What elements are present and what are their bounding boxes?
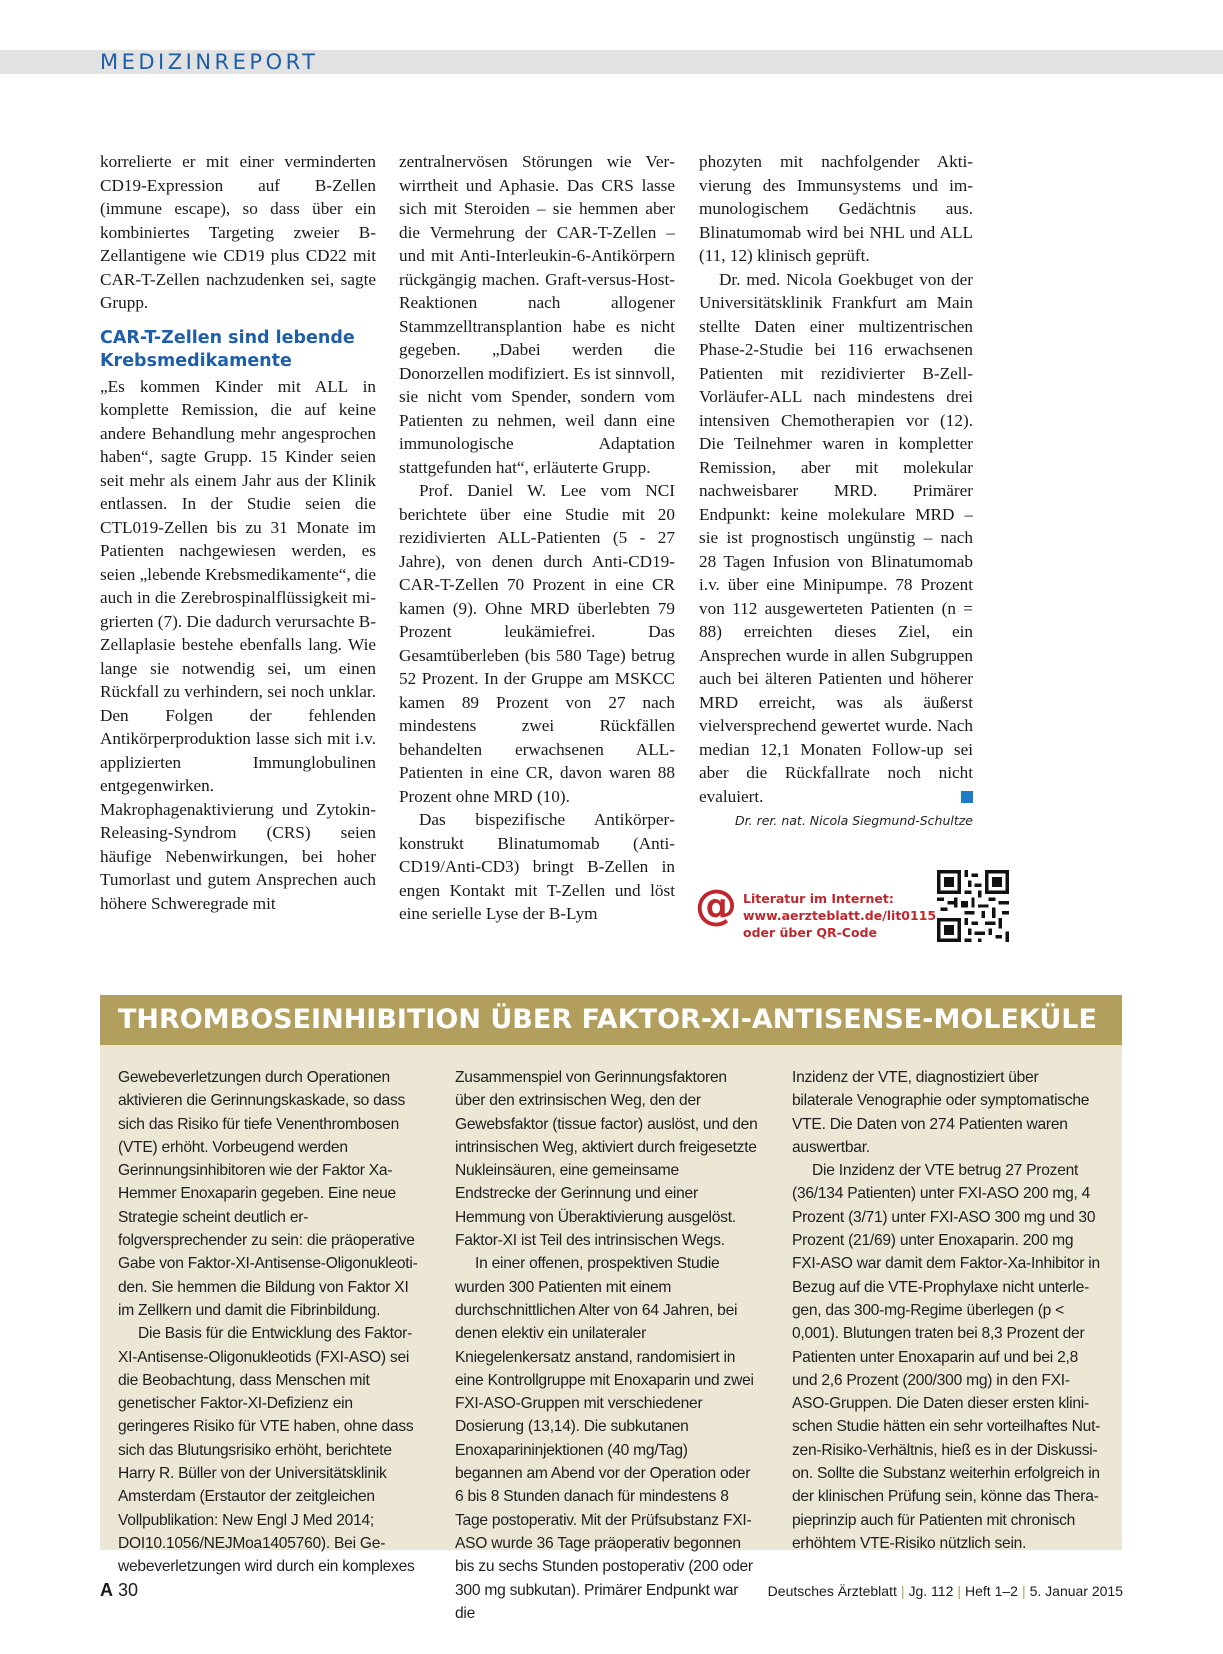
paragraph: Die Basis für die Entwicklung des Faktor-XI-Antisense-Oligonukleotids (FXI-ASO) sei die Beobachtung, dass Menschen mit genetischer Faktor-XI-Defizienz ein geringeres Risiko für VTE haben, ohne dass sich das Blutungsrisiko erhöht, berichtete Harry R. Büller von der Universitätsklinik Amsterdam (Erstautor der zeitgleichen Vollpublikation: New Engl J Med 2014; DOI10.1056/NEJMoa1405760). Bei Gewebeverletzungen wird durch ein komplexes: [118, 1325, 415, 1576]
paragraph: Das bispezifische Antikörperkonstrukt Blinatumomab (Anti-CD19/Anti-CD3) bringt B-Zellen in engen Kontakt mit T-Zellen und löst eine serielle Lyse der B-Lym: [399, 810, 675, 923]
paragraph: „Es kommen Kinder mit ALL in komplette Remission, die auf keine andere Behandlung mehr angesprochen haben“, sagte Grupp. 15 Kinder seien seit mehr als einem Jahr aus der Klinik entlassen. In der Studie seien die CTL019-Zellen bis zu 31 Monate im Patienten nachgewiesen werden, es seien „lebende Krebsmedikamente“, die auch in die Zerebrospinalflüssigkeit migrierten (7). Die dadurch verursachte B-Zellaplasie bestehe ebenfalls lang. Wie lange sie notwendig sei, um einen Rückfall zu verhindern, sei noch unklar. Den Folgen der fehlenden Antikörperproduktion lasse sich mit i.v. applizierten Immunglobulinen entgegenwirken. Makrophagenaktivierung und Zytokin-Releasing-Syndrom (CRS) seien häufige Nebenwirkungen, bei hoher Tumorlast und gutem Ansprechen auch höhere Schweregrade mit: [100, 376, 376, 913]
box-column-1: [118, 1066, 421, 1579]
box-column-3: [792, 1066, 1102, 1555]
literature-link[interactable]: www.aerzteblatt.de/lit0115: [743, 908, 937, 923]
paragraph: korrelierte er mit einer verminderten CD19-Expression auf B-Zellen (immune escape), so dass über ein kombiniertes Targeting zweier B-Zellantigene wie CD19 plus CD22 mit CAR-T-Zellen nachzudenken sei, sagte Grupp.: [100, 152, 376, 312]
qr-code-icon[interactable]: [937, 870, 1009, 942]
literature-box: [695, 870, 1015, 945]
article-column-1: [100, 150, 376, 915]
subheading: CAR-T-Zellen sind lebende Krebsmedikamente: [100, 327, 355, 371]
paragraph: Die Inzidenz der VTE betrug 27 Prozent (36/134 Patienten) unter FXI-ASO 200 mg, 4 Prozent (3/71) unter FXI-ASO 300 mg und 30 Prozent (21/69) unter Enoxaparin. 200 mg FXI-ASO war damit dem Faktor-Xa-Inhibitor in Bezug auf die VTE-Prophylaxe nicht unterlegen, das 300-mg-Regime überlegen (p < 0,001). Blutungen traten bei 8,3 Prozent der Patienten unter Enoxaparin auf und bei 2,8 und 2,6 Prozent (200/300 mg) in den FXI-ASO-Gruppen. Die Daten dieser ersten klinischen Studie hätten ein sehr vorteilhaftes Nutzen-Risiko-Verhältnis, hieß es in der Diskussion. Sollte die Substanz weiterhin erfolgreich in der klinischen Prüfung sein, könne das Therapieprinzip auch für Patienten mit chronisch erhöhtem VTE-Risiko nützlich sein.: [792, 1162, 1101, 1552]
page-number: [100, 1580, 138, 1601]
issue: Heft 1–2: [965, 1583, 1018, 1599]
end-mark-icon: [961, 791, 973, 803]
section-label: MEDIZINREPORT: [100, 50, 319, 74]
literature-label: Literatur im Internet:: [743, 891, 894, 906]
journal-name: Deutsches Ärzteblatt: [767, 1583, 897, 1599]
page-number-value: 30: [118, 1580, 139, 1600]
literature-text: [743, 890, 936, 941]
box-column-2: [455, 1066, 758, 1625]
article-column-3: [699, 150, 973, 832]
paragraph: zentralnervösen Störungen wie Verwirrtheit und Aphasie. Das CRS lasse sich mit Steroiden – sie hemmen aber die Vermehrung der CAR-T-Zellen – und mit Anti-Interleukin-6-Antikörpern rückgängig machen. Graft-versus-Host-Reaktionen nach allogener Stammzelltransplantion habe es nicht gegeben. „Dabei werden die Donorzellen modifiziert. Es ist sinnvoll, sie nicht vom Spender, sondern vom Patienten zu nehmen, weil dann eine immunologische Adaptation stattgefunden hat“, erläuterte Grupp.: [399, 152, 675, 477]
paragraph: Zusammenspiel von Gerinnungsfaktoren über den extrinsischen Weg, den der Gewebsfaktor (tissue factor) auslöst, und den intrinsischen Weg, aktiviert durch freigesetzte Nukleinsäuren, eine gemeinsame Endstrecke der Gerinnung und einer Hemmung von Überaktivierung ausgelöst. Faktor-XI ist Teil des intrinsischen Wegs.: [455, 1069, 758, 1250]
article-column-2: [399, 150, 675, 926]
issue-date: 5. Januar 2015: [1029, 1583, 1123, 1599]
paragraph-final: [699, 268, 973, 809]
volume: Jg. 112: [908, 1583, 954, 1599]
separator: |: [900, 1583, 905, 1599]
paragraph: In einer offenen, prospektiven Studie wurden 300 Patienten mit einem durchschnittlichen Alter von 64 Jahren, bei denen elektiv ein unilateraler Kniegelenkersatz anstand, randomisiert in eine Kontrollgruppe mit Enoxaparin und zwei FXI-ASO-Gruppen mit verschiedener Dosierung (13,14). Die subkutanen Enoxaparininjektionen (40 mg/Tag) begannen am Abend vor der Operation oder 6 bis 8 Stunden danach für mindestens 8 Tage postoperativ. Mit der Prüfsubstanz FXI-ASO wurde 36 Tage präoperativ begonnen bis zu sechs Stunden postoperativ (200 oder 300 mg subkutan). Primärer Endpunkt war die: [455, 1255, 754, 1622]
at-sign-icon: @: [695, 880, 737, 929]
publication-info: [768, 1583, 1123, 1599]
separator: |: [1021, 1583, 1026, 1599]
paragraph: Gewebeverletzungen durch Operationen aktivieren die Gerinnungskaskade, so dass sich das Risiko für tiefe Venenthrombosen (VTE) erhöht. Vorbeugend werden Gerinnungsinhibitoren wie der Faktor Xa-Hemmer Enoxaparin gegeben. Eine neue Strategie scheint deutlich erfolgversprechender zu sein: die präoperative Gabe von Faktor-XI-Antisense-Oligonukleotiden. Sie hemmen die Bildung von Faktor XI im Zellkern und damit die Fibrinbildung.: [118, 1069, 418, 1319]
paragraph: Prof. Daniel W. Lee vom NCI berichtete über eine Studie mit 20 rezidivierten ALL-Patienten (5 - 27 Jahre), von denen durch Anti-CD19-CAR-T-Zellen 70 Prozent in eine CR kamen (9). Ohne MRD überlebten 79 Prozent leukämiefrei. Das Gesamtüberleben (bis 580 Tage) betrug 52 Prozent. In der Gruppe am MSKCC kamen 89 Prozent von 27 nach mindestens zwei Rückfällen behandelten erwachsenen ALL-Patienten in eine CR, davon waren 88 Prozent ohne MRD (10).: [399, 481, 675, 806]
page-prefix: A: [100, 1580, 113, 1600]
separator: |: [957, 1583, 962, 1599]
paragraph: phozyten mit nachfolgender Aktivierung des Immunsystems und immunologischem Gedächtnis aus. Blinatumomab wird bei NHL und ALL (11, 12) klinisch geprüft.: [699, 152, 973, 265]
author-byline: Dr. rer. nat. Nicola Siegmund-Schultze: [735, 813, 973, 828]
literature-qr-hint: oder über QR-Code: [743, 925, 877, 940]
box-title: THROMBOSEINHIBITION ÜBER FAKTOR-XI-ANTISENSE-MOLEKÜLE: [100, 995, 1122, 1045]
paragraph: Inzidenz der VTE, diagnostiziert über bilaterale Venographie oder symptomatische VTE. Die Daten von 274 Patienten waren auswertbar.: [792, 1069, 1090, 1156]
paragraph-text: Dr. med. Nicola Goekbuget von der Universitätsklinik Frankfurt am Main stellte Daten einer multizentrischen Phase-2-Studie bei 116 erwachsenen Patienten mit rezidivierter B-Zell-Vorläufer-ALL nach mindestens drei intensiven Chemotherapien vor (12). Die Teilnehmer waren in kompletter Remission, aber mit molekular nachweisbarer MRD. Primärer Endpunkt: keine molekulare MRD – sie ist prognostisch ungünstig – nach 28 Tagen Infusion von Blinatumomab i.v. über eine Minipumpe. 78 Prozent von 112 ausgewerteten Patienten (n = 88) erreichten dieses Ziel, ein Ansprechen wurde in allen Subgruppen auch bei älteren Patienten und höherer MRD erreicht, was als äußerst vielversprechend gewertet wurde. Nach median 12,1 Monaten Follow-up sei aber die Rückfallrate noch nicht evaluiert.: [699, 269, 973, 806]
